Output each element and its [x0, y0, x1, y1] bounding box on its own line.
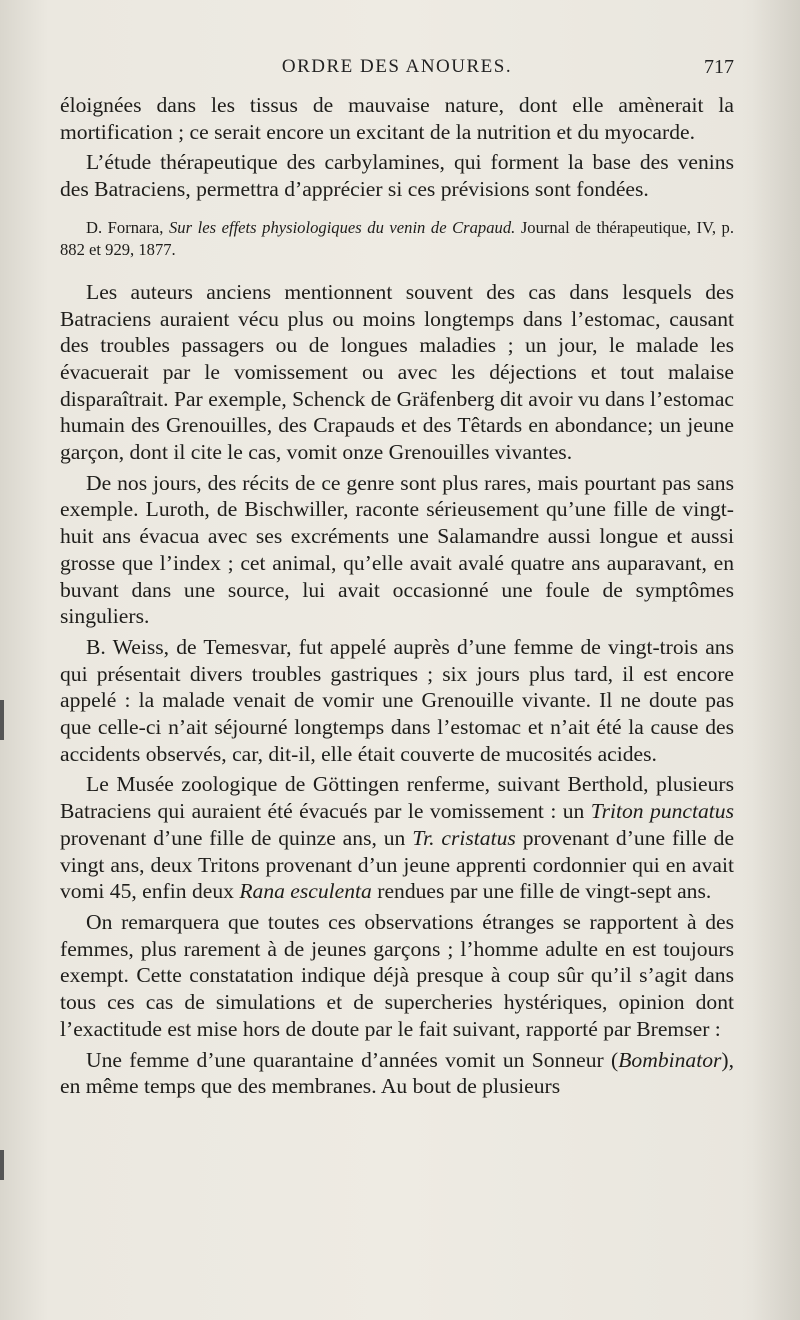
page-header [60, 56, 734, 86]
paragraph: Les auteurs anciens mentionnent souvent des cas dans lesquels des Batraciens auraient vécu plus ou moins longtemps dans l’estomac, causant des troubles passagers ou de longues maladies ; un jour, le malade les évacuerait par le vomissement ou avec les déjections et tout malaise disparaîtrait. Par exemple, Schenck de Gräfenberg dit avoir vu dans l’estomac humain des Grenouilles, des Crapauds et des Têtards en abondance; un jeune garçon, dont il cite le cas, vomit onze Grenouilles vivantes. [60, 279, 734, 465]
paragraph: B. Weiss, de Temesvar, fut appelé auprès d’une femme de vingt-trois ans qui présentait divers troubles gastriques ; six jours plus tard, il est encore appelé : la malade venait de vomir une Grenouille vivante. Il ne doute pas que celle-ci n’ait séjourné longtemps dans l’estomac et n’ait été la cause des accidents observés, car, dit-il, elle était couverte de mucosités acides. [60, 634, 734, 766]
page-number: 717 [704, 56, 734, 78]
species-name: Bombinator [618, 1047, 722, 1072]
bibliographic-note [60, 217, 734, 261]
body-text [60, 92, 734, 1100]
paragraph: Une femme d’une quarantaine d’années vomit un Sonneur (Bombinator), en même temps que des membranes. Au bout de plusieurs [60, 1047, 734, 1099]
note-author: D. Fornara, [86, 217, 164, 237]
paragraph: éloignées dans les tissus de mauvaise nature, dont elle amènerait la mortification ; ce serait encore un excitant de la nutrition et du myocarde. [60, 93, 734, 144]
page-edge-shadow [740, 0, 800, 1320]
scan-edge-mark [0, 700, 4, 740]
species-name: Rana esculenta [239, 879, 372, 904]
species-name: Tr. cristatus [412, 825, 516, 850]
scan-edge-mark [0, 1150, 4, 1180]
paragraph: De nos jours, des récits de ce genre sont plus rares, mais pourtant pas sans exemple. Luroth, de Bischwiller, raconte sérieusement qu’une fille de vingt-huit ans évacua avec ses excréments une Salamandre aussi longue et aussi grosse que l’index ; cet animal, qu’elle avait avalé quatre ans auparavant, en buvant dans une source, lui avait occasionné une foule de symptômes singuliers. [60, 470, 734, 629]
note-title: Sur les effets physiologiques du venin de Crapaud. [169, 217, 516, 237]
species-name: Triton punctatus [590, 799, 734, 824]
note-reference: Journal de thérapeutique, IV, p. 882 et 929, 1877. [60, 217, 734, 259]
paragraph: On remarquera que toutes ces observations étranges se rapportent à des femmes, plus rarement à de jeunes garçons ; l’homme adulte en est toujours exempt. Cette constatation indique déjà presque à coup sûr qu’il s’agit dans tous ces cas de simulations et de supercheries hystériques, opinion dont l’exactitude est mise hors de doute par le fait suivant, rapporté par Bremser : [60, 909, 734, 1041]
running-title: ORDRE DES ANOURES. [281, 56, 513, 77]
paragraph: L’étude thérapeutique des carbylamines, qui forment la base des venins des Batraciens, permettra d’apprécier si ces prévisions sont fondées. [60, 150, 734, 202]
paragraph: Le Musée zoologique de Göttingen renferme, suivant Berthold, plusieurs Batraciens qui auraient été évacués par le vomissement : un Triton punctatus provenant d’une fille de quinze ans, un Tr. cristatus provenant d’une fille de vingt ans, deux Tritons provenant d’un jeune apprenti cordonnier qui en avait vomi 45, enfin deux Rana esculenta rendues par une fille de vingt-sept ans. [60, 772, 735, 904]
